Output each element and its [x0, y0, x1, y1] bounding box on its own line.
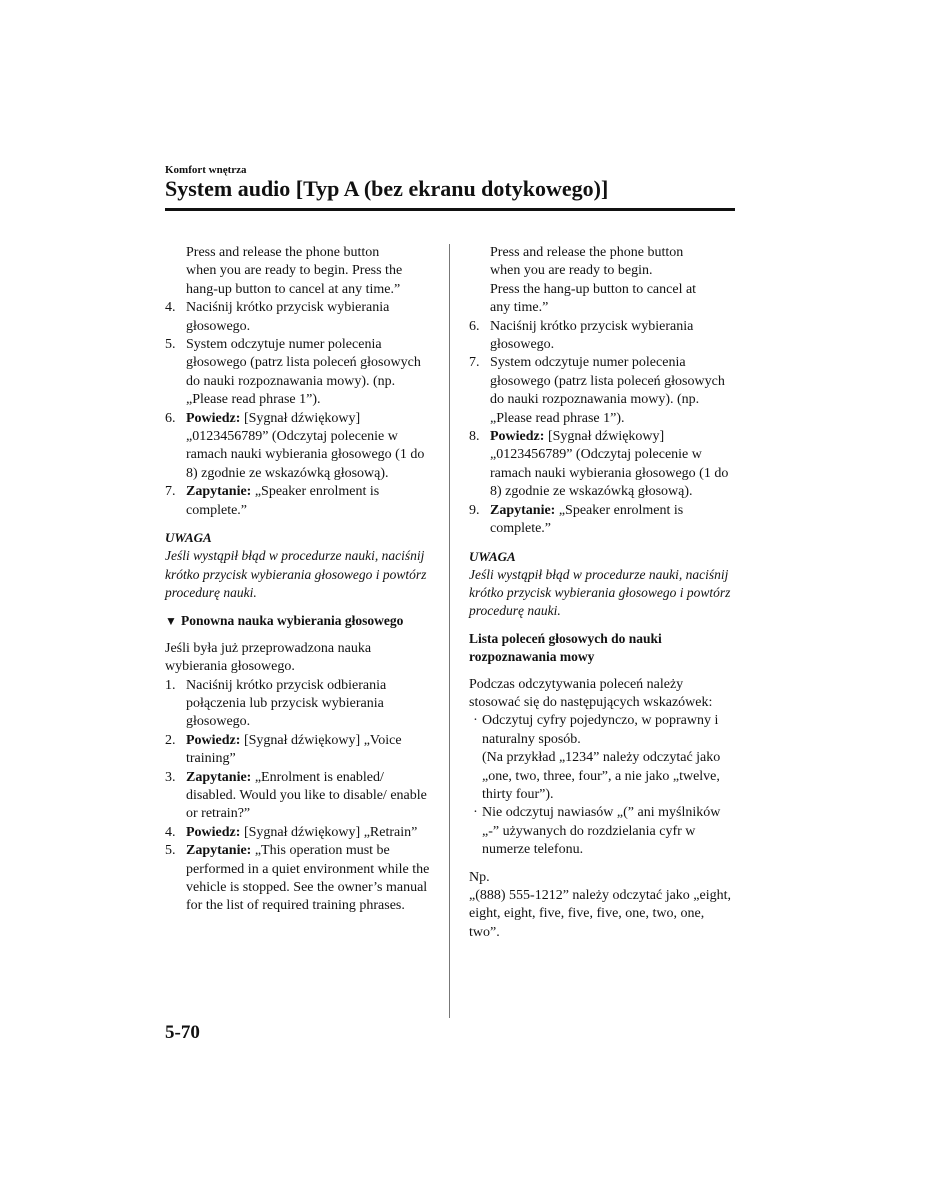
step-number: 5. — [165, 843, 176, 859]
bullet-item — [469, 804, 737, 859]
bullet-text: Odczytuj cyfry pojedynczo, w poprawny i naturalny sposób. — [482, 713, 719, 747]
step-6 — [165, 410, 435, 484]
step-label: Zapytanie: — [490, 502, 556, 518]
right-column — [469, 244, 737, 942]
step-text: [Sygnał dźwiękowy] „0123456789” (Odczytaj polecenie w ramach nauki wybierania głosowego (1 do 8) zgodnie ze wskazówką głosową). — [186, 410, 425, 481]
step-label: Powiedz: — [490, 429, 545, 445]
page-number: 5-70 — [165, 1022, 200, 1043]
column-divider — [449, 244, 450, 1018]
intro-text: Jeśli była już przeprowadzona nauka wybierania głosowego. — [165, 640, 372, 675]
step-number: 1. — [165, 677, 176, 693]
triangle-down-icon: ▼ — [165, 614, 177, 629]
step-text: Naciśnij krótko przycisk wybierania głosowego. — [186, 300, 390, 334]
note-title: UWAGA — [165, 530, 212, 546]
step-number: 6. — [165, 410, 176, 426]
intro-text: Podczas odczytywania poleceń należy stosować się do następujących wskazówek: — [469, 676, 713, 710]
note-text: Jeśli wystąpił błąd w procedurze nauki, naciśnij krótko przycisk wybierania głosowego i powtórz procedurę nauki. — [165, 548, 427, 600]
retrain-step-1 — [165, 677, 435, 732]
step-6 — [469, 318, 737, 355]
step-text: [Sygnał dźwiękowy] „Retrain” — [240, 824, 418, 840]
step-text: System odczytuje numer polecenia głosowego (patrz lista poleceń głosowych do nauki rozpoznawania mowy). (np. „Please read phrase 1”). — [186, 337, 421, 408]
step-number: 7. — [165, 484, 176, 500]
step-7 — [469, 354, 737, 428]
continued-prompt — [469, 244, 737, 318]
example-text: „(888) 555-1212” należy odczytać jako „eight, eight, eight, five, five, five, one, two, one, two”. — [469, 888, 732, 940]
retrain-step-4 — [165, 824, 435, 842]
step-text: System odczytuje numer polecenia głosowego (patrz lista poleceń głosowych do nauki rozpoznawania mowy). (np. „Please read phrase 1”). — [490, 355, 725, 426]
example-label: Np. — [469, 869, 490, 885]
left-column — [165, 244, 435, 916]
subsection-title: Ponowna nauka wybierania głosowego — [181, 613, 404, 629]
note-text: Jeśli wystąpił błąd w procedurze nauki, naciśnij krótko przycisk wybierania głosowego i powtórz procedurę nauki. — [469, 566, 731, 619]
bullet-item — [469, 712, 737, 804]
step-text: Naciśnij krótko przycisk odbierania połączenia lub przycisk wybierania głosowego. — [186, 677, 387, 730]
step-number: 2. — [165, 732, 176, 748]
step-number: 8. — [469, 429, 480, 445]
bullet-icon: · — [473, 805, 478, 821]
step-number: 7. — [469, 355, 480, 371]
step-text: „Speaker enrolment is complete.” — [186, 484, 380, 518]
step-number: 5. — [165, 337, 176, 353]
step-text: „Speaker enrolment is complete.” — [490, 502, 684, 537]
bullet-icon: · — [473, 713, 478, 729]
list-heading: Lista poleceń głosowych do nauki rozpoznawania mowy — [469, 630, 662, 665]
step-5 — [165, 336, 435, 410]
continued-line: when you are ready to begin. — [490, 263, 653, 279]
retrain-step-2 — [165, 732, 435, 769]
continued-line: when you are ready to begin. Press the — [186, 263, 403, 279]
step-text: Naciśnij krótko przycisk wybierania głosowego. — [490, 318, 694, 353]
continued-prompt — [165, 244, 435, 299]
step-number: 9. — [469, 502, 480, 518]
step-8 — [469, 428, 737, 502]
note-title: UWAGA — [469, 548, 516, 564]
step-label: Powiedz: — [186, 732, 241, 748]
step-7 — [165, 483, 435, 520]
bullet-example: (Na przykład „1234” należy odczytać jako „one, two, three, four”, a nie jako „twelve, thirty four”). — [482, 750, 721, 802]
step-label: Zapytanie: — [186, 769, 252, 785]
step-9 — [469, 502, 737, 539]
subsection-heading — [165, 612, 435, 630]
step-label: Powiedz: — [186, 824, 241, 840]
retrain-step-3 — [165, 769, 435, 824]
step-text: „This operation must be performed in a quiet environment while the vehicle is stopped. See the owner’s manual for the list of required training phrases. — [186, 843, 430, 914]
step-label: Powiedz: — [186, 410, 241, 426]
page-title: System audio [Typ A (bez ekranu dotykowego)] — [165, 176, 609, 201]
section-label: Komfort wnętrza — [165, 164, 247, 176]
step-4 — [165, 299, 435, 336]
bullet-text: Nie odczytuj nawiasów „(” ani myślników „-” używanych do rozdzielania cyfr w numerze telefonu. — [482, 805, 721, 858]
step-text: [Sygnał dźwiękowy] „Voice training” — [186, 732, 402, 767]
step-number: 3. — [165, 769, 176, 785]
continued-line: any time.” — [490, 300, 549, 316]
step-text: „Enrolment is enabled/ disabled. Would you like to disable/ enable or retrain?” — [186, 769, 427, 822]
continued-line: Press and release the phone button — [490, 245, 684, 260]
step-number: 4. — [165, 300, 176, 316]
title-divider — [165, 208, 735, 211]
continued-line: hang-up button to cancel at any time.” — [186, 281, 401, 297]
step-label: Zapytanie: — [186, 843, 252, 859]
step-number: 4. — [165, 824, 176, 840]
continued-line: Press the hang-up button to cancel at — [490, 281, 697, 297]
step-number: 6. — [469, 318, 480, 334]
step-label: Zapytanie: — [186, 484, 252, 500]
continued-line: Press and release the phone button — [186, 245, 380, 260]
retrain-step-5 — [165, 842, 435, 916]
step-text: [Sygnał dźwiękowy] „0123456789” (Odczytaj polecenie w ramach nauki wybierania głosowego (1 do 8) zgodnie ze wskazówką głosową). — [490, 429, 729, 500]
